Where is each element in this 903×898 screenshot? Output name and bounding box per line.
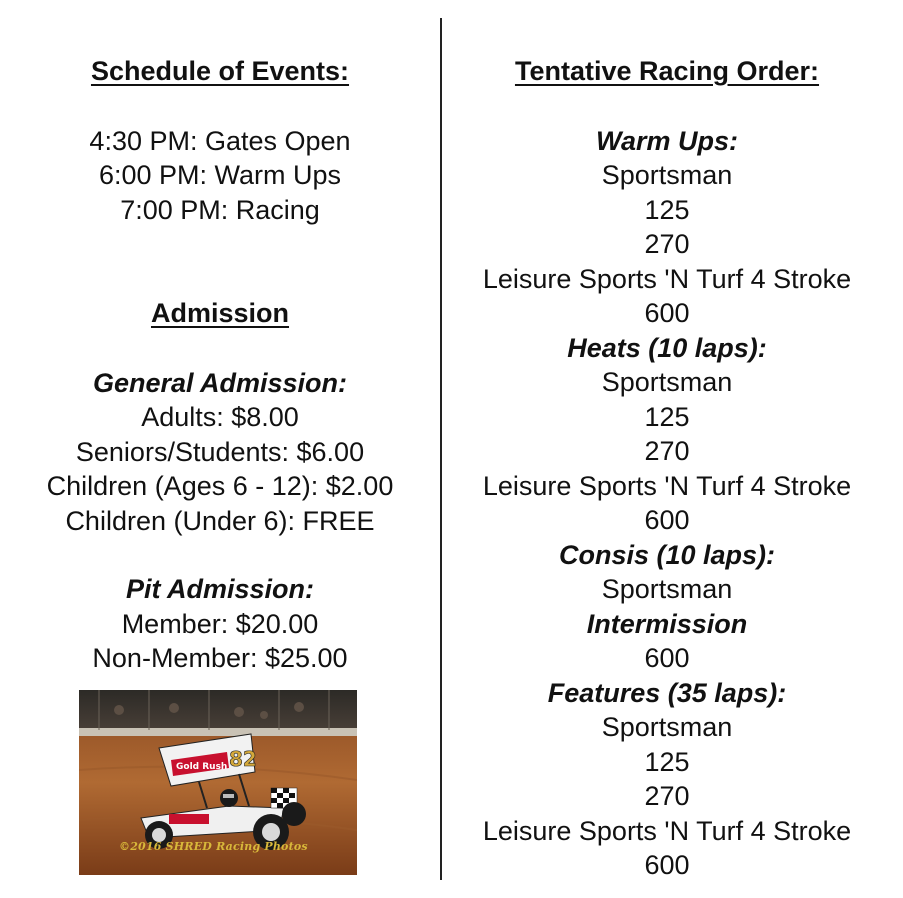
car-number: 82	[229, 747, 257, 771]
schedule-title: Schedule of Events:	[90, 56, 350, 86]
heats-item: Leisure Sports 'N Turf 4 Stroke	[482, 470, 852, 501]
warm-ups-item: 270	[644, 229, 690, 259]
general-admission-item: Children (Under 6): FREE	[65, 505, 375, 536]
warm-ups-label: Warm Ups:	[595, 125, 739, 156]
admission-title: Admission	[150, 298, 290, 328]
schedule-item: 6:00 PM: Warm Ups	[98, 160, 342, 190]
features-label: Features (35 laps):	[547, 677, 787, 708]
heats-item: 600	[644, 505, 690, 535]
race-car-photo	[79, 690, 357, 875]
consis-item: Sportsman	[601, 574, 733, 604]
features-item: 600	[644, 850, 690, 880]
schedule-item: 7:00 PM: Racing	[120, 194, 320, 225]
left-column	[0, 0, 440, 676]
right-column	[442, 0, 892, 883]
general-admission-item: Children (Ages 6 - 12): $2.00	[46, 471, 394, 501]
features-item: 125	[644, 746, 690, 777]
features-item: Leisure Sports 'N Turf 4 Stroke	[482, 815, 852, 846]
heats-item: 270	[644, 436, 690, 466]
warm-ups-item: Sportsman	[601, 160, 733, 190]
warm-ups-item: 125	[644, 194, 690, 225]
general-admission-item: Seniors/Students: $6.00	[75, 436, 365, 467]
racing-order-title: Tentative Racing Order:	[514, 56, 820, 86]
photo-credit: ©2016 SHRED Racing Photos	[119, 840, 308, 853]
pit-admission-item: Member: $20.00	[121, 608, 319, 639]
pit-admission-label: Pit Admission:	[125, 574, 314, 604]
wing-sponsor: Gold Rush	[176, 762, 228, 772]
general-admission-label: General Admission:	[92, 367, 348, 398]
warm-ups-item: Leisure Sports 'N Turf 4 Stroke	[482, 263, 852, 294]
pit-admission-item: Non-Member: $25.00	[92, 643, 348, 673]
features-item: Sportsman	[601, 712, 733, 742]
general-admission-item: Adults: $8.00	[141, 402, 299, 432]
intermission-item: 600	[644, 643, 690, 673]
heats-item: Sportsman	[601, 367, 733, 397]
schedule-item: 4:30 PM: Gates Open	[89, 125, 351, 156]
heats-item: 125	[644, 401, 690, 432]
intermission-label: Intermission	[586, 608, 748, 639]
heats-label: Heats (10 laps):	[567, 332, 767, 363]
consis-label: Consis (10 laps):	[558, 539, 776, 570]
features-item: 270	[644, 781, 690, 811]
warm-ups-item: 600	[644, 298, 690, 328]
